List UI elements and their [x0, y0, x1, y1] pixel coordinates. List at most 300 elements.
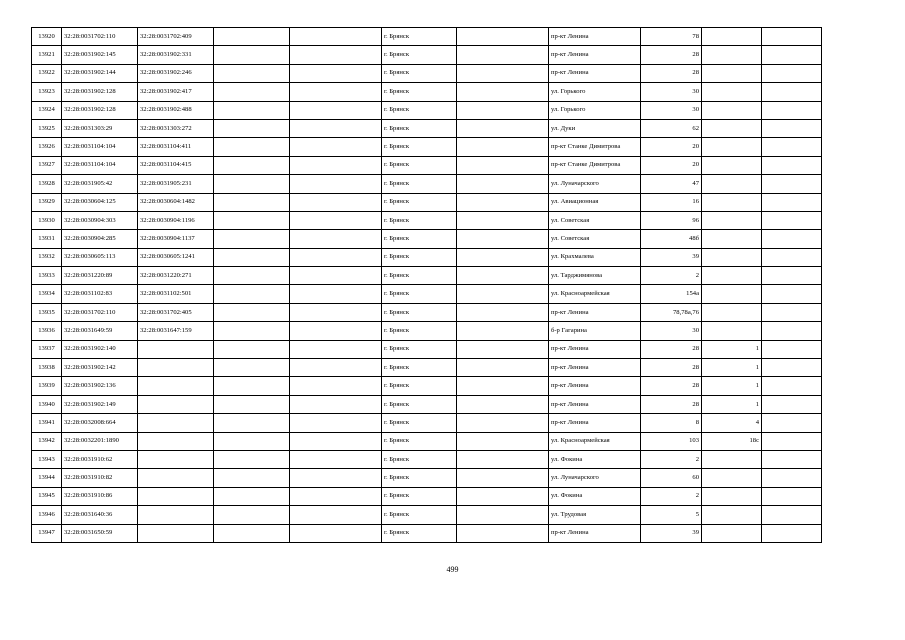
cell-cadastral-number: 32:28:0031902:136: [62, 377, 138, 395]
cell-extra: [762, 506, 822, 524]
cell-empty: [290, 248, 382, 266]
cell-premises-cadastral-number: 32:28:0031902:246: [138, 64, 214, 82]
cell-empty: [214, 359, 290, 377]
cell-cadastral-number: 32:28:0030904:285: [62, 230, 138, 248]
cell-building-or-flat: [702, 64, 762, 82]
cell-city: г. Брянск: [382, 119, 457, 137]
table-row: [32, 340, 822, 358]
cell-building-or-flat: [702, 46, 762, 64]
cell-cadastral-number: 32:28:0031902:128: [62, 83, 138, 101]
cell-premises-cadastral-number: 32:28:0031902:331: [138, 46, 214, 64]
cell-empty: [290, 211, 382, 229]
cell-house-number: 154а: [641, 285, 702, 303]
cell-empty: [290, 506, 382, 524]
cell-house-number: 28: [641, 46, 702, 64]
cell-empty: [290, 46, 382, 64]
cell-building-or-flat: [702, 524, 762, 542]
cell-empty: [214, 303, 290, 321]
cell-empty: [214, 101, 290, 119]
cell-empty: [290, 101, 382, 119]
cell-building-or-flat: 1: [702, 340, 762, 358]
cell-city: г. Брянск: [382, 248, 457, 266]
cell-empty: [214, 83, 290, 101]
cell-street: пр-кт Ленина: [549, 303, 641, 321]
cell-cadastral-number: 32:28:0031910:62: [62, 450, 138, 468]
cell-cadastral-number: 32:28:0031905:42: [62, 175, 138, 193]
cell-empty: [214, 248, 290, 266]
cell-empty: [457, 469, 549, 487]
cell-empty: [290, 267, 382, 285]
table-row: [32, 248, 822, 266]
cell-row-number: 13927: [32, 156, 62, 174]
cell-cadastral-number: 32:28:0031902:144: [62, 64, 138, 82]
cell-empty: [290, 193, 382, 211]
cell-house-number: 20: [641, 138, 702, 156]
cell-city: г. Брянск: [382, 138, 457, 156]
cell-row-number: 13920: [32, 28, 62, 46]
cell-house-number: 30: [641, 101, 702, 119]
cell-street: ул. Горького: [549, 101, 641, 119]
cell-empty: [457, 414, 549, 432]
cell-street: ул. Дуки: [549, 119, 641, 137]
cell-row-number: 13944: [32, 469, 62, 487]
cell-building-or-flat: 4: [702, 414, 762, 432]
cell-row-number: 13932: [32, 248, 62, 266]
cell-cadastral-number: 32:28:0031902:145: [62, 46, 138, 64]
cell-empty: [214, 285, 290, 303]
table-row: [32, 432, 822, 450]
cell-building-or-flat: [702, 119, 762, 137]
cell-building-or-flat: [702, 230, 762, 248]
cell-house-number: 2: [641, 487, 702, 505]
cell-row-number: 13928: [32, 175, 62, 193]
cell-building-or-flat: [702, 487, 762, 505]
cell-cadastral-number: 32:28:0031702:110: [62, 28, 138, 46]
cell-city: г. Брянск: [382, 395, 457, 413]
cell-empty: [457, 267, 549, 285]
cell-extra: [762, 211, 822, 229]
cell-premises-cadastral-number: 32:28:0030904:1196: [138, 211, 214, 229]
cell-empty: [457, 322, 549, 340]
cell-empty: [457, 28, 549, 46]
cell-empty: [457, 175, 549, 193]
cell-empty: [290, 322, 382, 340]
cell-row-number: 13926: [32, 138, 62, 156]
cell-empty: [457, 359, 549, 377]
cell-extra: [762, 414, 822, 432]
cell-row-number: 13940: [32, 395, 62, 413]
cell-empty: [290, 469, 382, 487]
cell-empty: [214, 28, 290, 46]
cell-empty: [290, 175, 382, 193]
table-row: [32, 469, 822, 487]
cell-extra: [762, 377, 822, 395]
cell-empty: [290, 230, 382, 248]
cell-house-number: 8: [641, 414, 702, 432]
cell-city: г. Брянск: [382, 193, 457, 211]
cell-street: пр-кт Ленина: [549, 524, 641, 542]
cell-empty: [457, 101, 549, 119]
cell-street: ул. Крахмалева: [549, 248, 641, 266]
cell-premises-cadastral-number: 32:28:0031902:417: [138, 83, 214, 101]
cell-building-or-flat: 1: [702, 377, 762, 395]
cell-cadastral-number: 32:28:0031910:86: [62, 487, 138, 505]
cell-house-number: 78,78а,76: [641, 303, 702, 321]
cell-row-number: 13945: [32, 487, 62, 505]
cell-street: пр-кт Ленина: [549, 414, 641, 432]
table-row: [32, 119, 822, 137]
cell-building-or-flat: [702, 83, 762, 101]
cell-empty: [457, 230, 549, 248]
cell-row-number: 13924: [32, 101, 62, 119]
cell-building-or-flat: [702, 211, 762, 229]
cell-street: пр-кт Ленина: [549, 64, 641, 82]
cell-street: ул. Советская: [549, 230, 641, 248]
cell-building-or-flat: [702, 156, 762, 174]
cell-building-or-flat: [702, 248, 762, 266]
cell-street: ул. Авиационная: [549, 193, 641, 211]
table-body: [32, 28, 822, 543]
cell-row-number: 13931: [32, 230, 62, 248]
cell-premises-cadastral-number: 32:28:0030605:1241: [138, 248, 214, 266]
cell-premises-cadastral-number: 32:28:0031104:415: [138, 156, 214, 174]
cell-empty: [214, 487, 290, 505]
cell-building-or-flat: [702, 450, 762, 468]
cell-empty: [457, 119, 549, 137]
cell-row-number: 13939: [32, 377, 62, 395]
cell-street: пр-кт Ленина: [549, 28, 641, 46]
cell-empty: [290, 83, 382, 101]
cell-city: г. Брянск: [382, 28, 457, 46]
cell-city: г. Брянск: [382, 432, 457, 450]
cell-building-or-flat: [702, 506, 762, 524]
cell-extra: [762, 487, 822, 505]
table-row: [32, 175, 822, 193]
cell-row-number: 13941: [32, 414, 62, 432]
table-row: [32, 46, 822, 64]
cell-extra: [762, 119, 822, 137]
cell-empty: [290, 64, 382, 82]
cell-street: пр-кт Станке Димитрова: [549, 156, 641, 174]
cell-row-number: 13935: [32, 303, 62, 321]
cell-cadastral-number: 32:28:0031640:36: [62, 506, 138, 524]
cell-extra: [762, 101, 822, 119]
cell-city: г. Брянск: [382, 230, 457, 248]
table-row: [32, 211, 822, 229]
cell-row-number: 13936: [32, 322, 62, 340]
cell-city: г. Брянск: [382, 487, 457, 505]
cell-empty: [290, 432, 382, 450]
cell-house-number: 28: [641, 395, 702, 413]
cell-city: г. Брянск: [382, 414, 457, 432]
cell-house-number: 28: [641, 64, 702, 82]
cell-extra: [762, 138, 822, 156]
cell-empty: [290, 138, 382, 156]
cell-premises-cadastral-number: 32:28:0031303:272: [138, 119, 214, 137]
cell-extra: [762, 64, 822, 82]
cell-city: г. Брянск: [382, 46, 457, 64]
cell-empty: [214, 377, 290, 395]
cell-row-number: 13943: [32, 450, 62, 468]
cell-house-number: 47: [641, 175, 702, 193]
cell-row-number: 13942: [32, 432, 62, 450]
table-row: [32, 230, 822, 248]
cell-city: г. Брянск: [382, 64, 457, 82]
cell-empty: [290, 119, 382, 137]
cell-extra: [762, 230, 822, 248]
cell-empty: [290, 450, 382, 468]
cell-row-number: 13925: [32, 119, 62, 137]
cell-premises-cadastral-number: 32:28:0031905:231: [138, 175, 214, 193]
cell-extra: [762, 248, 822, 266]
cell-premises-cadastral-number: [138, 487, 214, 505]
cell-city: г. Брянск: [382, 524, 457, 542]
cell-extra: [762, 524, 822, 542]
cell-empty: [214, 506, 290, 524]
cell-building-or-flat: [702, 303, 762, 321]
cell-extra: [762, 303, 822, 321]
table-row: [32, 267, 822, 285]
cell-empty: [214, 395, 290, 413]
cell-street: ул. Луначарского: [549, 175, 641, 193]
cell-premises-cadastral-number: [138, 395, 214, 413]
cell-cadastral-number: 32:28:0031902:140: [62, 340, 138, 358]
cell-extra: [762, 450, 822, 468]
cell-premises-cadastral-number: [138, 340, 214, 358]
cell-extra: [762, 267, 822, 285]
cell-row-number: 13947: [32, 524, 62, 542]
cell-cadastral-number: 32:28:0031104:104: [62, 156, 138, 174]
cell-house-number: 16: [641, 193, 702, 211]
table-row: [32, 359, 822, 377]
cell-street: пр-кт Ленина: [549, 377, 641, 395]
table-row: [32, 138, 822, 156]
cell-empty: [214, 230, 290, 248]
cell-premises-cadastral-number: 32:28:0031702:405: [138, 303, 214, 321]
cell-street: ул. Фокина: [549, 450, 641, 468]
cell-street: пр-кт Ленина: [549, 359, 641, 377]
cell-cadastral-number: 32:28:0032201:1890: [62, 432, 138, 450]
cell-empty: [457, 487, 549, 505]
cell-house-number: 20: [641, 156, 702, 174]
cell-building-or-flat: [702, 267, 762, 285]
cell-extra: [762, 359, 822, 377]
cell-extra: [762, 285, 822, 303]
cell-premises-cadastral-number: [138, 359, 214, 377]
cell-house-number: 60: [641, 469, 702, 487]
cell-street: ул. Тарджимянова: [549, 267, 641, 285]
cell-empty: [457, 83, 549, 101]
cell-street: б-р Гагарина: [549, 322, 641, 340]
cell-street: ул. Красноармейская: [549, 285, 641, 303]
cell-row-number: 13923: [32, 83, 62, 101]
cell-empty: [290, 156, 382, 174]
cell-premises-cadastral-number: [138, 414, 214, 432]
cell-empty: [457, 248, 549, 266]
cell-street: пр-кт Ленина: [549, 46, 641, 64]
cell-street: ул. Фокина: [549, 487, 641, 505]
cell-building-or-flat: [702, 469, 762, 487]
cell-row-number: 13937: [32, 340, 62, 358]
cell-extra: [762, 175, 822, 193]
cell-city: г. Брянск: [382, 322, 457, 340]
cell-house-number: 78: [641, 28, 702, 46]
table-row: [32, 506, 822, 524]
cell-premises-cadastral-number: [138, 469, 214, 487]
cell-cadastral-number: 32:28:0031902:142: [62, 359, 138, 377]
cell-row-number: 13934: [32, 285, 62, 303]
cell-premises-cadastral-number: 32:28:0031902:488: [138, 101, 214, 119]
cell-cadastral-number: 32:28:0030604:125: [62, 193, 138, 211]
cell-empty: [457, 64, 549, 82]
cell-street: ул. Луначарского: [549, 469, 641, 487]
cell-house-number: 62: [641, 119, 702, 137]
cell-empty: [457, 303, 549, 321]
cell-cadastral-number: 32:28:0031650:59: [62, 524, 138, 542]
cell-empty: [214, 432, 290, 450]
cell-cadastral-number: 32:28:0031910:82: [62, 469, 138, 487]
cell-extra: [762, 193, 822, 211]
cell-house-number: 28: [641, 377, 702, 395]
cell-street: ул. Горького: [549, 83, 641, 101]
cell-empty: [214, 524, 290, 542]
cell-empty: [290, 340, 382, 358]
cell-empty: [214, 414, 290, 432]
cell-street: пр-кт Станке Димитрова: [549, 138, 641, 156]
cell-building-or-flat: [702, 285, 762, 303]
cell-premises-cadastral-number: [138, 450, 214, 468]
cell-extra: [762, 322, 822, 340]
cell-house-number: 30: [641, 322, 702, 340]
cell-empty: [290, 395, 382, 413]
cell-row-number: 13929: [32, 193, 62, 211]
cell-cadastral-number: 32:28:0031649:59: [62, 322, 138, 340]
cell-empty: [214, 340, 290, 358]
cell-house-number: 28: [641, 359, 702, 377]
registry-table: [31, 27, 822, 543]
cell-premises-cadastral-number: [138, 506, 214, 524]
table-row: [32, 377, 822, 395]
cell-street: пр-кт Ленина: [549, 395, 641, 413]
cell-row-number: 13933: [32, 267, 62, 285]
table-row: [32, 101, 822, 119]
cell-premises-cadastral-number: 32:28:0031102:501: [138, 285, 214, 303]
cell-house-number: 48б: [641, 230, 702, 248]
cell-empty: [290, 414, 382, 432]
cell-extra: [762, 156, 822, 174]
cell-house-number: 28: [641, 340, 702, 358]
cell-row-number: 13921: [32, 46, 62, 64]
cell-empty: [214, 64, 290, 82]
cell-empty: [457, 156, 549, 174]
cell-cadastral-number: 32:28:0031104:104: [62, 138, 138, 156]
cell-house-number: 39: [641, 248, 702, 266]
cell-empty: [290, 524, 382, 542]
cell-cadastral-number: 32:28:0030605:113: [62, 248, 138, 266]
cell-empty: [290, 285, 382, 303]
cell-empty: [457, 395, 549, 413]
cell-city: г. Брянск: [382, 83, 457, 101]
cell-street: пр-кт Ленина: [549, 340, 641, 358]
cell-house-number: 2: [641, 267, 702, 285]
cell-building-or-flat: [702, 101, 762, 119]
cell-premises-cadastral-number: [138, 377, 214, 395]
cell-house-number: 5: [641, 506, 702, 524]
cell-cadastral-number: 32:28:0030904:303: [62, 211, 138, 229]
cell-premises-cadastral-number: 32:28:0031220:271: [138, 267, 214, 285]
cell-empty: [214, 156, 290, 174]
cell-row-number: 13938: [32, 359, 62, 377]
cell-row-number: 13946: [32, 506, 62, 524]
cell-empty: [290, 359, 382, 377]
cell-building-or-flat: [702, 138, 762, 156]
cell-empty: [214, 469, 290, 487]
cell-city: г. Брянск: [382, 285, 457, 303]
cell-empty: [290, 377, 382, 395]
cell-empty: [457, 432, 549, 450]
cell-empty: [214, 450, 290, 468]
cell-empty: [214, 119, 290, 137]
cell-building-or-flat: [702, 28, 762, 46]
cell-empty: [214, 46, 290, 64]
cell-empty: [214, 267, 290, 285]
cell-cadastral-number: 32:28:0031303:29: [62, 119, 138, 137]
cell-empty: [457, 285, 549, 303]
cell-cadastral-number: 32:28:0031220:89: [62, 267, 138, 285]
cell-cadastral-number: 32:28:0032008:664: [62, 414, 138, 432]
cell-street: ул. Красноармейская: [549, 432, 641, 450]
page-number: 499: [446, 565, 459, 574]
table-row: [32, 285, 822, 303]
cell-row-number: 13922: [32, 64, 62, 82]
table-row: [32, 64, 822, 82]
cell-building-or-flat: 1: [702, 359, 762, 377]
cell-empty: [290, 487, 382, 505]
cell-extra: [762, 395, 822, 413]
cell-empty: [457, 340, 549, 358]
cell-premises-cadastral-number: [138, 432, 214, 450]
cell-city: г. Брянск: [382, 303, 457, 321]
table-row: [32, 156, 822, 174]
cell-street: ул. Трудовая: [549, 506, 641, 524]
cell-cadastral-number: 32:28:0031702:110: [62, 303, 138, 321]
cell-building-or-flat: 1: [702, 395, 762, 413]
cell-empty: [457, 211, 549, 229]
cell-building-or-flat: 18с: [702, 432, 762, 450]
table-row: [32, 28, 822, 46]
cell-empty: [457, 46, 549, 64]
cell-building-or-flat: [702, 175, 762, 193]
cell-empty: [457, 450, 549, 468]
cell-premises-cadastral-number: 32:28:0030904:1137: [138, 230, 214, 248]
table-row: [32, 322, 822, 340]
cell-city: г. Брянск: [382, 469, 457, 487]
cell-house-number: 96: [641, 211, 702, 229]
cell-empty: [457, 377, 549, 395]
cell-extra: [762, 83, 822, 101]
cell-city: г. Брянск: [382, 101, 457, 119]
cell-empty: [290, 28, 382, 46]
cell-empty: [214, 138, 290, 156]
cell-extra: [762, 469, 822, 487]
cell-premises-cadastral-number: 32:28:0030604:1482: [138, 193, 214, 211]
table-row: [32, 83, 822, 101]
table-row: [32, 193, 822, 211]
cell-house-number: 2: [641, 450, 702, 468]
table-row: [32, 524, 822, 542]
cell-cadastral-number: 32:28:0031902:149: [62, 395, 138, 413]
table-row: [32, 450, 822, 468]
